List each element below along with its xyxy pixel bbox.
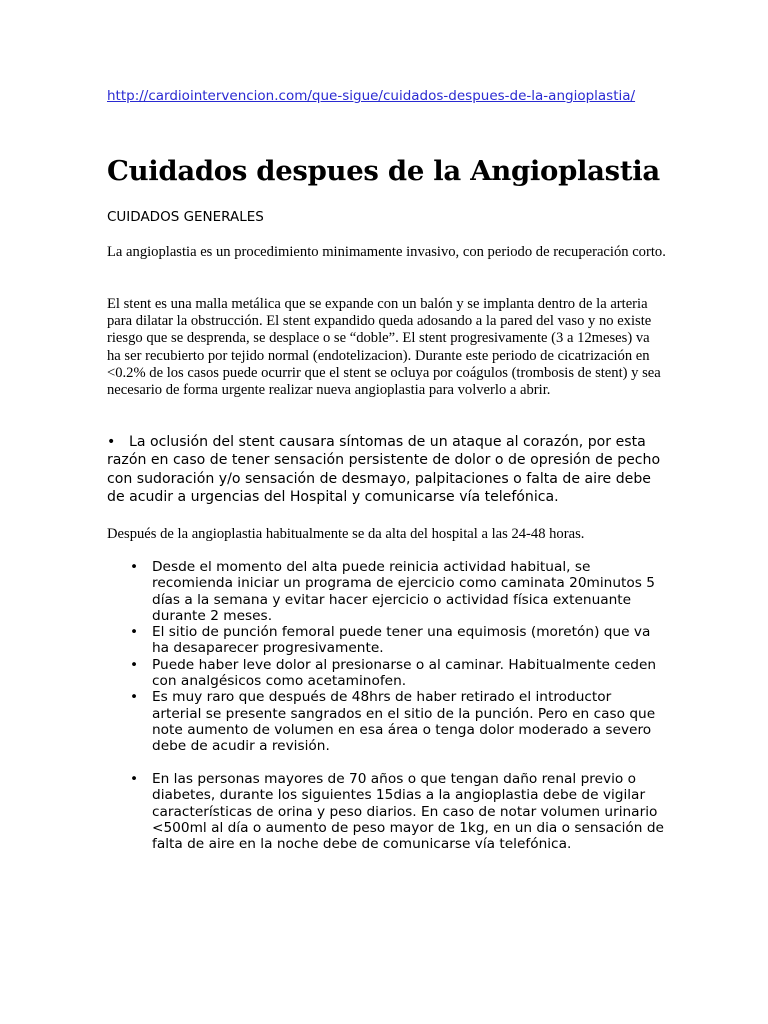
bullet-icon: •: [130, 624, 139, 641]
list-item-text: Puede haber leve dolor al presionarse o al caminar. Habitualmente ceden con analgésicos como acetaminofen.: [152, 656, 657, 690]
bullet-icon: •: [130, 559, 139, 575]
bullet-icon: •: [130, 771, 139, 787]
list-item: [0, 657, 664, 690]
source-link[interactable]: http://cardiointervencion.com/que-sigue/cuidados-despues-de-la-angioplastia/: [107, 88, 636, 104]
warning-bullet-paragraph: [107, 433, 663, 506]
bullet-icon: •: [130, 689, 139, 706]
list-item: [0, 771, 664, 852]
warning-bullet-text: La oclusión del stent causara síntomas de un ataque al corazón, por esta razón en caso de tener sensación persistente de dolor o de opresión de pecho con sudoración y/o sensación de desmayo, palpitaciones o falta de aire debe de acudir a urgencias del Hospital y comunicarse vía telefónica.: [107, 434, 661, 505]
elderly-care-list: [0, 771, 768, 852]
list-item: [0, 689, 664, 754]
section-heading: CUIDADOS GENERALES: [107, 209, 264, 225]
list-item: [0, 624, 664, 657]
list-item-text: Es muy raro que después de 48hrs de haber retirado el introductor arterial se presente sangrados en el sitio de la punción. Pero en caso que note aumento de volumen en esa área o tenga dolor moderado a severo debe de acudir a revisión.: [152, 689, 656, 755]
intro-paragraph: La angioplastia es un procedimiento minimamente invasivo, con periodo de recuperación corto.: [107, 244, 666, 260]
bullet-icon: •: [107, 434, 116, 450]
discharge-paragraph: Después de la angioplastia habitualmente se da alta del hospital a las 24-48 horas.: [107, 526, 585, 542]
stent-paragraph: El stent es una malla metálica que se expande con un balón y se implanta dentro de la arteria para dilatar la obstrucción. El stent expandido queda adosando a la pared del vaso y no existe riesgo que se desprenda, se desplace o se “doble”. El stent progresivamente (3 a 12meses) va ha ser recubierto por tejido normal (endotelizacion). Durante este periodo de cicatrización en <0.2% de los casos puede ocurrir que el stent se ocluya por coágulos (trombosis de stent) y sea necesario de forma urgente realizar nueva angioplastia para volverlo a abrir.: [107, 296, 661, 399]
list-item-text: En las personas mayores de 70 años o que tengan daño renal previo o diabetes, durante los siguientes 15dias a la angioplastia debe de vigilar características de orina y peso diarios. En caso de notar volumen urinario <500ml al día o aumento de peso mayor de 1kg, en un dia o sensación de falta de aire en la noche debe de comunicarse vía telefónica.: [152, 771, 664, 853]
list-item-text: Desde el momento del alta puede reinicia actividad habitual, se recomienda iniciar un programa de ejercicio como caminata 20minutos 5 días a la semana y evitar hacer ejercicio o actividad física extenuante durante 2 meses.: [152, 559, 655, 624]
list-item-text: El sitio de punción femoral puede tener una equimosis (moretón) que va ha desaparecer progresivamente.: [152, 624, 651, 657]
list-item: [0, 559, 664, 624]
care-list: [0, 559, 768, 755]
bullet-icon: •: [130, 656, 139, 673]
page-title: Cuidados despues de la Angioplastia: [107, 155, 660, 187]
